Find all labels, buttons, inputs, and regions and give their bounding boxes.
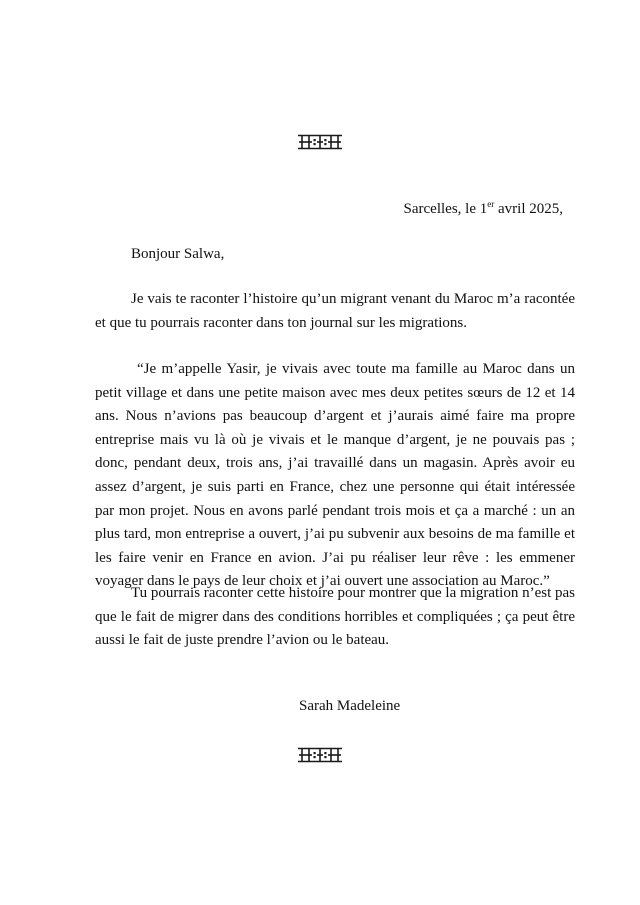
quote-paragraph: “Je m’appelle Yasir, je vivais avec toute ma famille au Maroc dans un petit village et dans une petite maison avec mes deux petites sœurs de 12 et 14 ans. Nous n’avions pas beaucoup d’argent et j’aurais aimé faire ma propre entreprise mais vu là où je vivais et le manque d’argent, je ne pouvais pas ; donc, pendant deux, trois ans, j’ai travaillé dans un magasin. Après avoir eu assez d’argent, je suis parti en France, chez une personne qui était intéressée par mon projet. Nous en avons parlé pendant trois mois et ça a marché : un an plus tard, mon entreprise a ouvert, j’ai pu subvenir aux besoins de ma famille et les faire venir en France en avion. J’ai pu réaliser leur rêve : les emmener voyager dans le pays de leur choix et j’ai ouvert une association au Maroc.”	[95, 361, 575, 590]
date-rest-text: avril 2025,	[494, 201, 563, 217]
decorative-divider-icon	[0, 133, 640, 153]
intro-paragraph: Je vais te raconter l’histoire qu’un migrant venant du Maroc m’a racontée et que tu pourrais raconter dans ton journal sur les migrations.	[95, 291, 575, 331]
place-date-text: Sarcelles, le 1	[403, 201, 488, 217]
place-and-date	[404, 199, 563, 219]
signature: Sarah Madeleine	[299, 698, 401, 714]
decorative-divider-icon	[0, 746, 640, 766]
closing-paragraph: Tu pourrais raconter cette histoire pour montrer que la migration n’est pas que le fait de migrer dans des conditions horribles et compliquées ; ça peut être aussi le fait de juste prendre l’avion ou le bateau.	[95, 585, 575, 649]
date-ordinal-superscript: er	[487, 199, 495, 209]
salutation: Bonjour Salwa,	[131, 246, 225, 262]
